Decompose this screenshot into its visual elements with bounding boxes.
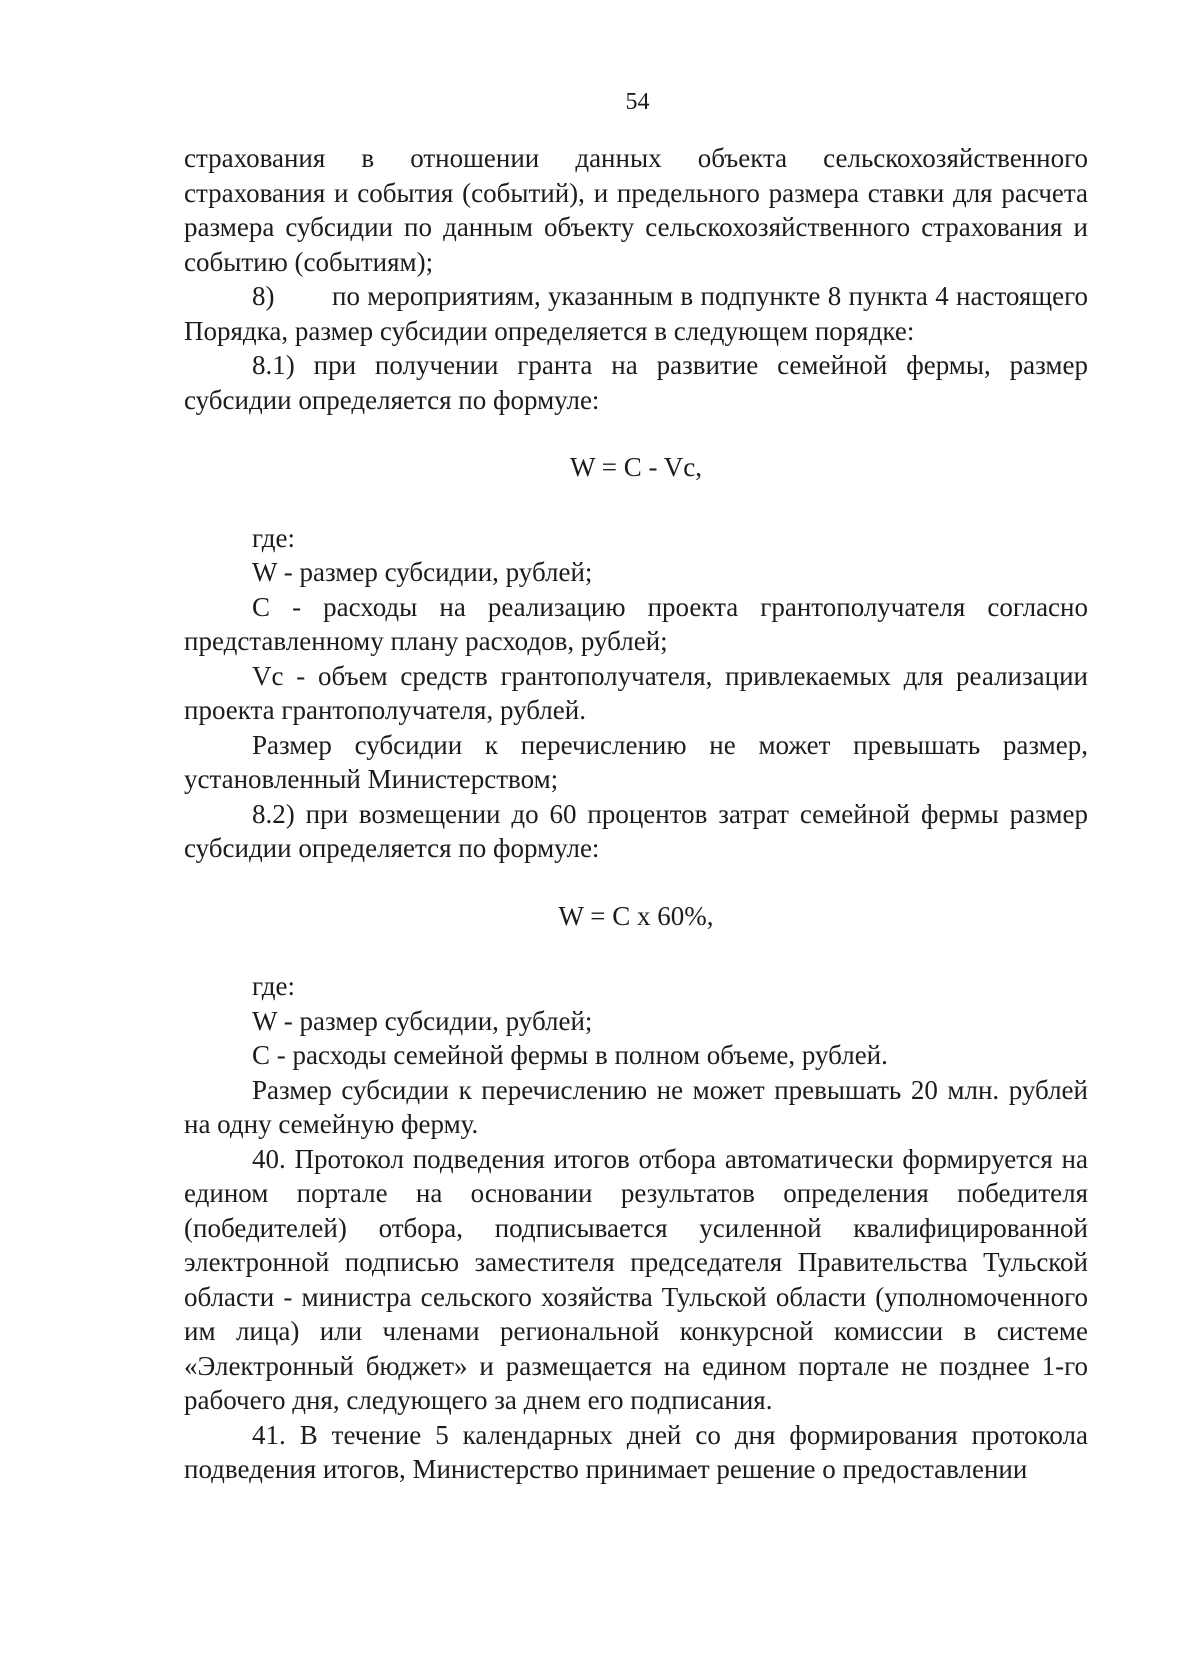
paragraph-40: 40. Протокол подведения итогов отбора автоматически формируется на едином портале на основании результатов определения победителя (победителей) отбора, подписывается усиленной квалифицированной электронной подписью заместителя председателя Правительства Тульской области - министра сельского хозяйства Тульской области (уполномоченного им лица) или членами региональной конкурсной комиссии в системе «Электронный бюджет» и размещается на едином портале не позднее 1-го рабочего дня, следующего за днем его подписания.: [184, 1143, 1088, 1415]
definition-c-1: C - расходы на реализацию проекта грантополучателя согласно представленному плану расходов, рублей;: [184, 591, 1088, 656]
item-text: по мероприятиям, указанным в подпункте 8 пункта 4 настоящего Порядка, размер субсидии определяется в следующем порядке:: [184, 281, 1088, 346]
formula-1: W = C - Vc,: [570, 452, 702, 482]
definition-vc: Vc - объем средств грантополучателя, привлекаемых для реализации проекта грантополучателя, рублей.: [184, 660, 1088, 725]
where-label-1: где:: [252, 522, 295, 553]
paragraph-continuation: страхования в отношении данных объекта сельскохозяйственного страхования и события (событий), и предельного размера ставки для расчета размера субсидии по данным объекту сельскохозяйственного страхования и событию (событиям);: [184, 143, 1088, 277]
definition-w-2: W - размер субсидии, рублей;: [252, 1005, 593, 1036]
page-number: 54: [625, 89, 650, 115]
definition-w-1: W - размер субсидии, рублей;: [252, 557, 593, 587]
limit-paragraph-1: Размер субсидии к перечислению не может превышать размер, установленный Министерством;: [184, 729, 1088, 794]
document-body: [184, 141, 1088, 1487]
paragraph-41: 41. В течение 5 календарных дней со дня формирования протокола подведения итогов, Министерство принимает решение о предоставлении: [184, 1419, 1088, 1484]
limit-paragraph-2: Размер субсидии к перечислению не может превышать 20 млн. рублей на одну семейную ферму.: [184, 1074, 1088, 1139]
where-label-2: где:: [252, 971, 295, 1001]
paragraph-item-8-2: 8.2) при возмещении до 60 процентов затрат семейной фермы размер субсидии определяется по формуле:: [184, 798, 1088, 863]
definition-c-2: C - расходы семейной фермы в полном объеме, рублей.: [252, 1040, 888, 1070]
paragraph-item-8: [184, 279, 1088, 348]
formula-2: W = C x 60%,: [558, 900, 714, 931]
paragraph-item-8-1: 8.1) при получении гранта на развитие семейной фермы, размер субсидии определяется по формуле:: [184, 350, 1088, 415]
item-number: 8): [252, 281, 275, 311]
